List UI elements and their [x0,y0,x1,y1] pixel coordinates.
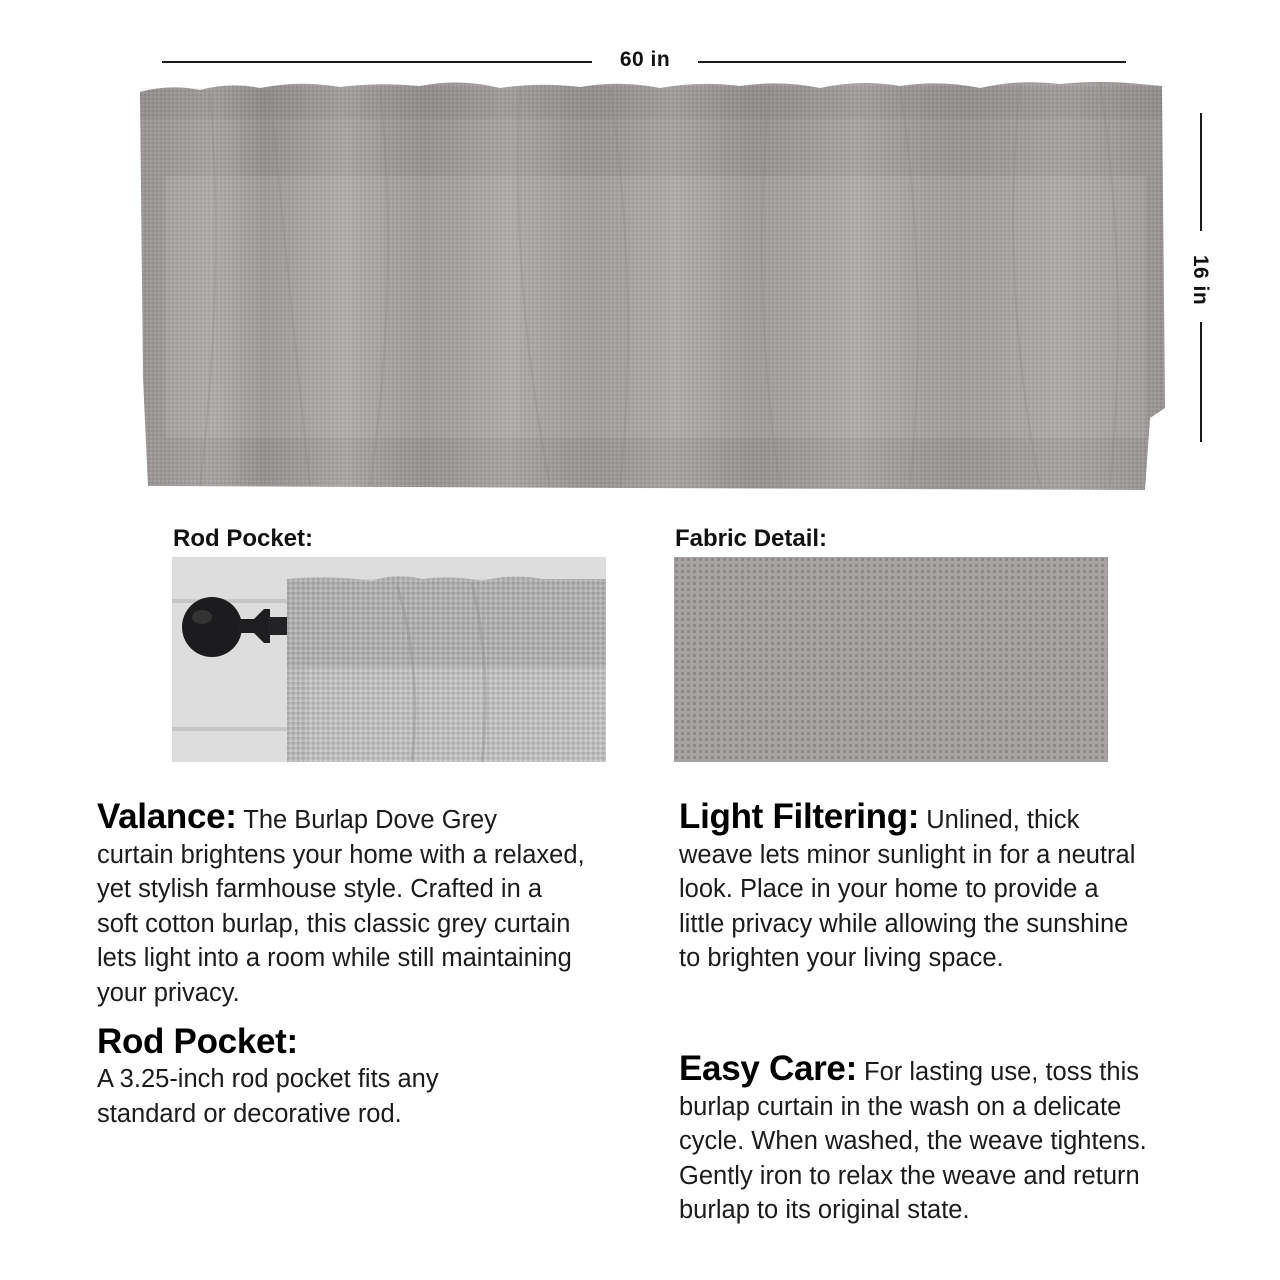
rod-pocket-caption: Rod Pocket: [173,525,314,552]
easy-care-line: cycle. When washed, the weave tightens. [679,1127,1147,1155]
rod-pocket-image [172,557,606,762]
valance-line: your privacy. [97,978,240,1007]
fabric-detail-caption: Fabric Detail: [675,525,828,552]
valance-line: The Burlap Dove Grey [236,806,497,834]
valance-line: curtain brightens your home with a relaxed, [97,840,585,869]
valance-line: yet stylish farmhouse style. Crafted in a [97,875,543,903]
easy-care-line: Gently iron to relax the weave and return [679,1161,1140,1190]
width-dimension-label: 60 in [619,48,671,71]
rod-pocket-line: standard or decorative rod. [97,1099,402,1128]
light-filtering-line: to brighten your living space. [679,944,1004,972]
height-dimension-line-top [1200,113,1202,231]
valance-heading: Valance: [97,797,237,836]
light-filtering-line: Unlined, thick [919,806,1080,834]
rod-pocket-heading: Rod Pocket: [97,1022,298,1061]
valance-line: soft cotton burlap, this classic grey curtain [97,909,571,938]
height-dimension-line-bottom [1200,322,1202,442]
finial-ball-icon [182,597,242,657]
valance-curtain-image [140,78,1165,490]
curtain-inner-panel [166,176,1146,438]
width-dimension-line-left [162,61,592,63]
rod-pocket-section [97,1022,439,1131]
easy-care-line: For lasting use, toss this [856,1058,1139,1086]
valance-section [97,797,585,1010]
easy-care-section [679,1049,1147,1228]
light-filtering-section [679,797,1136,976]
fabric-detail-image [674,557,1108,762]
light-filtering-heading: Light Filtering: [679,797,920,836]
light-filtering-line: weave lets minor sunlight in for a neutral [679,840,1136,869]
light-filtering-line: little privacy while allowing the sunshine [679,909,1129,938]
rod-pocket-line: A 3.25-inch rod pocket fits any [97,1065,439,1093]
width-dimension-line-right [698,61,1126,63]
easy-care-heading: Easy Care: [679,1049,857,1088]
valance-line: lets light into a room while still maintaining [97,944,572,972]
light-filtering-line: look. Place in your home to provide a [679,875,1099,903]
height-dimension-label: 16 in [1189,254,1212,306]
easy-care-line: burlap to its original state. [679,1196,970,1224]
easy-care-line: burlap curtain in the wash on a delicate [679,1092,1122,1121]
